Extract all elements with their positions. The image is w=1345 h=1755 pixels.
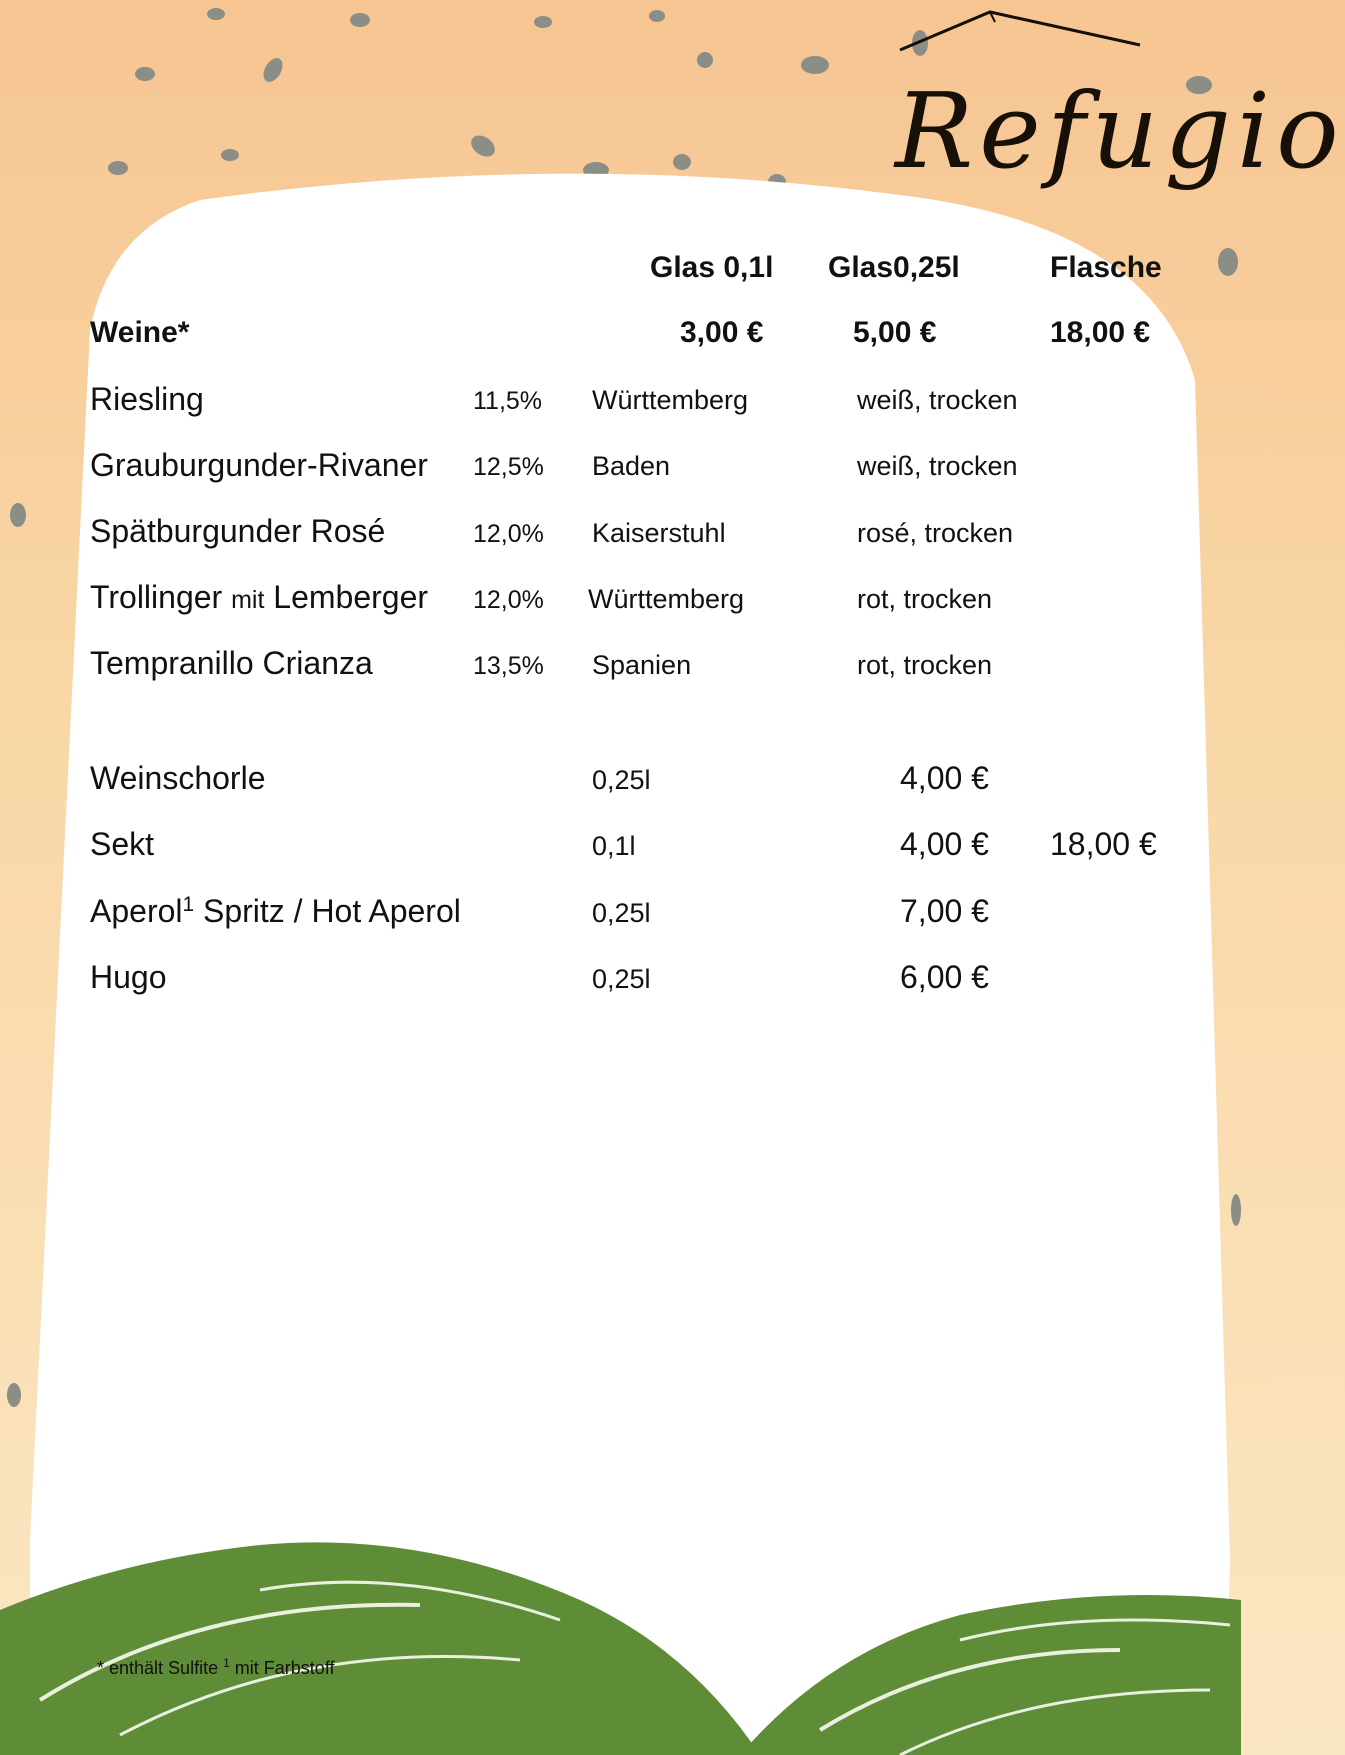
drink-size: 0,25l [592, 964, 651, 994]
drink-price: 6,00 € [900, 959, 989, 995]
footnote-farbstoff: mit Farbstoff [234, 1658, 335, 1678]
drink-price: 4,00 € [900, 760, 989, 796]
drink-size: 0,1l [592, 831, 636, 861]
section-title-weine: Weine* [90, 316, 190, 349]
wine-alcohol: 12,5% [473, 453, 544, 481]
wine-region: Baden [592, 451, 671, 481]
wine-alcohol: 13,5% [473, 652, 544, 680]
drink-name: Sekt [90, 826, 155, 862]
wine-alcohol: 12,0% [473, 520, 544, 548]
wine-alcohol: 12,0% [473, 586, 544, 614]
wine-name: Tempranillo Crianza [90, 645, 373, 681]
column-header-flasche: Flasche [1050, 251, 1162, 284]
drink-size: 0,25l [592, 765, 651, 795]
drink-name: Hugo [90, 959, 167, 995]
drink-bottle-price: 18,00 € [1050, 826, 1157, 862]
wine-style: rot, trocken [857, 584, 993, 614]
drink-name [90, 892, 461, 929]
wine-region: Württemberg [592, 385, 749, 415]
wine-region: Kaiserstuhl [592, 518, 726, 548]
footnote-mark: 1 [182, 892, 195, 916]
drink-name-part2: Spritz / Hot Aperol [194, 893, 461, 929]
wine-name: Riesling [90, 381, 204, 417]
wine-style: rot, trocken [857, 650, 993, 680]
wine-region: Spanien [592, 650, 692, 680]
wine-style: weiß, trocken [857, 385, 1018, 415]
column-header-glas-01: Glas 0,1l [650, 251, 774, 284]
price-flasche: 18,00 € [1050, 316, 1151, 349]
logo-text: Refugio [895, 70, 1345, 192]
column-header-glas-025: Glas0,25l [828, 251, 960, 284]
wine-style: weiß, trocken [857, 451, 1018, 481]
wine-name-part2: Lemberger [273, 579, 429, 615]
drink-price: 4,00 € [900, 826, 989, 862]
wine-name-part1: Trollinger [90, 579, 223, 615]
wine-name: Grauburgunder-Rivaner [90, 447, 428, 483]
drink-price: 7,00 € [900, 893, 989, 929]
wine-alcohol: 11,5% [473, 387, 543, 415]
wine-region: Württemberg [588, 584, 745, 614]
drink-name-part1: Aperol [90, 893, 183, 929]
wine-style: rosé, trocken [857, 518, 1014, 548]
drink-size: 0,25l [592, 898, 651, 928]
price-glas-025: 5,00 € [853, 316, 937, 349]
footnote-mark: 1 [223, 1656, 230, 1670]
wine-name-connector: mit [231, 586, 265, 614]
footnote [97, 1656, 335, 1679]
price-glas-01: 3,00 € [680, 316, 764, 349]
wine-name: Spätburgunder Rosé [90, 513, 386, 549]
drink-name: Weinschorle [90, 760, 266, 796]
footnote-sulfite: * enthält Sulfite [97, 1658, 219, 1678]
wine-name [90, 581, 428, 613]
refugio-logo [895, 0, 1345, 215]
